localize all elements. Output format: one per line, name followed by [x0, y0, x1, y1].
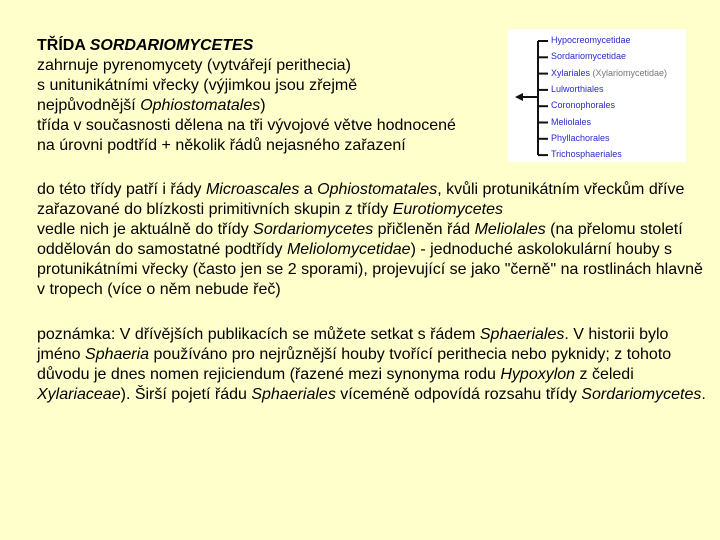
text: poznámka: V dřívějších publikacích se můžete setkat s řádem	[37, 326, 480, 343]
tree-label-text: Coronophorales	[551, 100, 616, 111]
text: , kvůli protunikátním vřeckům dříve zařazované do blízkosti primitivních skupin z třídy	[37, 181, 685, 218]
taxon-xylariaceae: Xylariaceae	[37, 386, 121, 403]
text: a	[299, 181, 318, 198]
tree-label-text: Xylariales	[551, 67, 591, 78]
note-paragraph	[37, 325, 707, 405]
intro-line-2: s unitunikátními vřecky (výjimkou jsou zřejmě	[37, 77, 358, 94]
tree-label-text: Hypocreomycetidae	[551, 35, 631, 45]
heading-prefix: TŘÍDA	[37, 37, 90, 54]
note-text	[37, 325, 707, 405]
intro-line-3-close: )	[260, 97, 266, 114]
tree-label	[551, 84, 604, 95]
tree-label	[551, 68, 667, 79]
tree-label	[551, 100, 615, 111]
phylogeny-tree-figure	[508, 29, 686, 162]
tree-label	[551, 117, 591, 128]
tree-label-text: Meliolales	[551, 116, 592, 127]
intro-line-1: zahrnuje pyrenomycety (vytvářejí perithecia)	[37, 57, 351, 74]
text: používáno pro nejrůznější houby tvořící perithecia nebo pyknidy; z tohoto důvodu je dnes nomen rejiciendum (řazené mezi synonyma rodu	[37, 346, 672, 383]
text: ). Širší pojetí řádu	[120, 386, 252, 403]
taxon-ophiostomatales: Ophiostomatales	[317, 181, 438, 198]
heading-class-name: SORDARIOMYCETES	[89, 37, 254, 54]
intro-line-5: na úrovni podtříd + několik řádů nejasného zařazení	[37, 137, 406, 154]
text: do této třídy patří i řády	[37, 181, 206, 198]
paragraph-meliolales	[37, 220, 707, 300]
taxon-meliolales: Meliolales	[474, 221, 546, 238]
taxon-microascales: Microascales	[205, 181, 300, 198]
text: .	[701, 386, 706, 403]
paragraph-orders	[37, 180, 707, 220]
taxon-sphaeriales: Sphaeriales	[479, 326, 565, 343]
tree-label	[551, 51, 626, 62]
text: víceméně odpovídá rozsahu třídy	[335, 386, 582, 403]
tree-label	[551, 149, 622, 160]
intro-line-3-text: nejpůvodnější	[37, 97, 141, 114]
tree-label-note: (Xylariomycetidae)	[590, 67, 668, 78]
taxon-eurotiomycetes: Eurotiomycetes	[392, 201, 503, 218]
taxon-meliolomycetidae: Meliolomycetidae	[286, 241, 411, 258]
text: ) - jednoduché askolokulární houby s protunikátními vřecky (často jen se 2 sporami), projevující se jako "černě" na rostlinách hlavně v tropech (více o něm nebude řeč)	[37, 241, 703, 298]
main-paragraphs	[37, 180, 707, 300]
text: (na přelomu století oddělován do samostatné podtřídy	[37, 221, 683, 258]
tree-label-text: Trichosphaeriales	[551, 149, 622, 160]
taxon-hypoxylon: Hypoxylon	[500, 366, 576, 383]
tree-label-text: Phyllachorales	[551, 132, 610, 143]
text: vedle nich je aktuálně do třídy	[37, 221, 254, 238]
taxon-sphaeria: Sphaeria	[85, 346, 150, 363]
intro-line-4: třída v současnosti dělena na tři vývojové větve hodnocené	[37, 117, 456, 134]
taxon-sordariomycetes: Sordariomycetes	[253, 221, 374, 238]
taxon-ophiostomatales: Ophiostomatales	[140, 97, 261, 114]
text: přičleněn řád	[373, 221, 475, 238]
arrow-left-icon	[515, 93, 523, 101]
tree-label-text: Sordariomycetidae	[551, 51, 627, 62]
tree-label	[551, 35, 631, 46]
tree-label	[551, 133, 610, 144]
taxon-sphaeriales: Sphaeriales	[251, 386, 336, 403]
text: z čeledi	[575, 366, 634, 383]
text: . V historii bylo jméno	[37, 326, 669, 363]
tree-label-text: Lulworthiales	[551, 83, 604, 94]
taxon-sordariomycetes: Sordariomycetes	[581, 386, 702, 403]
